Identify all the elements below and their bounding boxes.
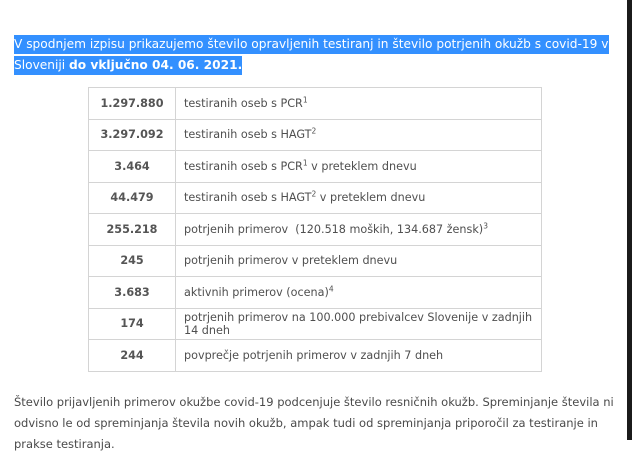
table-row [89,88,542,120]
stat-label [176,151,542,183]
table-row [89,119,542,151]
stat-label-text: aktivnih primerov (ocena) [184,285,329,299]
intro-paragraph [14,34,619,76]
table-row [89,151,542,183]
stat-label-text: potrjenih primerov v preteklem dnevu [184,254,398,268]
footnote-ref[interactable]: 3 [483,221,488,231]
stat-label [176,308,542,340]
stat-label-text: povprečje potrjenih primerov v zadnjih 7 dneh [184,348,444,362]
stat-label-text: testiranih oseb s PCR [184,96,303,110]
table-row [89,214,542,246]
stat-label [176,277,542,309]
stat-label-text: testiranih oseb s HAGT [184,128,312,142]
stat-label-suffix: v preteklem dnevu [316,191,426,205]
intro-text: V spodnjem izpisu prikazujemo število opravljenih testiranj in število potrjenih okužb s covid-19 v Sloveniji [14,37,609,72]
stat-label [176,88,542,120]
stat-label [176,340,542,372]
table-row [89,245,542,277]
table-row [89,340,542,372]
stat-label-text: potrjenih primerov na 100.000 prebivalcev Slovenije v zadnjih 14 dneh [184,310,533,337]
stat-label [176,214,542,246]
stat-value: 244 [89,340,176,372]
stat-label [176,119,542,151]
stat-value: 3.464 [89,151,176,183]
footnote-ref[interactable]: 4 [328,284,334,294]
stat-value: 245 [89,245,176,277]
footnote-ref[interactable]: 2 [311,189,317,199]
stat-value: 1.297.880 [89,88,176,120]
stat-value: 255.218 [89,214,176,246]
selected-text-highlight[interactable] [14,35,609,75]
statistics-table [88,87,542,372]
stat-value: 3.297.092 [89,119,176,151]
footnote-ref[interactable]: 2 [311,126,317,136]
stat-label-text: potrjenih primerov (120.518 moških, 134.687 žensk) [184,222,484,236]
stat-label-text: testiranih oseb s HAGT [184,191,312,205]
footnote-ref[interactable]: 1 [302,158,308,168]
intro-date: do vključno 04. 06. 2021. [69,58,243,72]
stat-value: 3.683 [89,277,176,309]
stat-label [176,245,542,277]
disclaimer-note: Število prijavljenih primerov okužbe covid-19 podcenjuje število resničnih okužb. Spreminjanje števila ni odvisno le od spreminjanja števila novih okužb, ampak tudi od spreminjanja priporočil za testiranje in prakse testiranja. [14,395,614,451]
window-edge [627,0,632,440]
table-row [89,277,542,309]
table-row [89,308,542,340]
table-row [89,182,542,214]
stat-value: 44.479 [89,182,176,214]
footnote-ref[interactable]: 1 [302,95,308,105]
stat-value: 174 [89,308,176,340]
stat-label [176,182,542,214]
stat-label-text: testiranih oseb s PCR [184,159,303,173]
stat-label-suffix: v preteklem dnevu [307,159,417,173]
